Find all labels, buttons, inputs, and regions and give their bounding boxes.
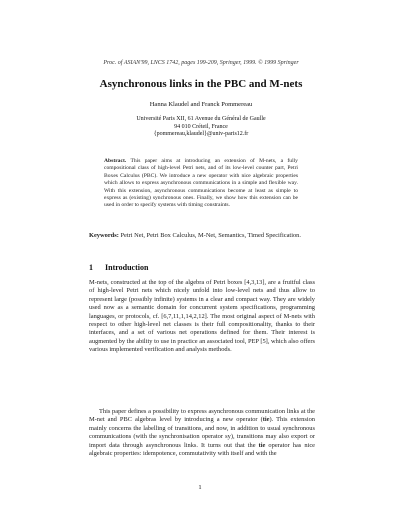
abstract-label: Abstract. [104, 158, 127, 164]
keywords [89, 232, 315, 240]
body-paragraph [89, 408, 315, 458]
abstract [104, 158, 298, 210]
keywords-text: Petri Net, Petri Box Calculus, M-Net, Semantics, Timed Specification. [120, 232, 301, 239]
abstract-text: This paper aims at introducing an extension of M-nets, a fully compositional class of high-level Petri nets, and of its low-level counter part, Petri Boxes Calculus (PBC). We introduce a new operator with nice algebraic properties which allows to express asynchronous communications in a simple and flexible way. With this extension, asynchronous communications become at least as simple to express as (existing) synchronous ones. Finally, we show how this extension can be used in order to specify systems with timing constraints. [104, 158, 298, 209]
authors: Hanna Klaudel and Franck Pommereau [149, 101, 253, 108]
affiliation-line: 94 010 Créteil, France [174, 123, 228, 130]
paragraph-text: operator has nice algebraic properties: idempotence, commutativity with itself and with the [89, 441, 316, 458]
paragraph-text: ). This extension mainly concerns the labelling of transitions, and now, in addition to usual synchronous communications (with the synchronisation operator sy), transitions may also export or import data through asynchronous links. It turns out that the [89, 416, 315, 449]
body-paragraph: M-nets, constructed at the top of the algebra of Petri boxes [4,3,13], are a fruitful class of high-level Petri nets which nicely unfold into low-level nets and thus allow to represent large (possibly infinite) systems in a clear and compact way. They are widely used now as a semantic domain for concurrent system specifications, programming languages, or protocols, cf. [6,7,11,1,14,2,12]. The most original aspect of M-nets with respect to other high-level net classes is their full compositionality, thanks to their interfaces, and a set of various net operations defined for them. Their interest is augmented by the ability to use in practice an associated tool, PEP [5], which also offers various implemented verification and analysis methods. [89, 279, 315, 354]
affiliation [60, 116, 342, 139]
affiliation-email: {pommereau,klaudel}@univ-paris12.fr [153, 131, 249, 137]
paragraph-text: This paper defines a possibility to express asynchronous communication links at the M-net and PBC algebras level by introducing a new operator ( [89, 408, 315, 424]
section-heading [89, 263, 315, 272]
tie-operator: tie [258, 441, 266, 449]
section-number: 1 [89, 263, 93, 272]
paper-title: Asynchronous links in the PBC and M-nets [99, 78, 303, 90]
publication-note: Proc. of ASIAN'99, LNCS 1742, pages 199-209, Springer, 1999. © 1999 Springer [103, 60, 299, 66]
affiliation-line: Université Paris XII, 61 Avenue du Général de Gaulle [136, 116, 266, 122]
tie-operator: tie [262, 416, 270, 424]
keywords-label: Keywords: [89, 232, 119, 239]
page-number: 1 [198, 484, 202, 491]
section-title: Introduction [105, 263, 149, 272]
